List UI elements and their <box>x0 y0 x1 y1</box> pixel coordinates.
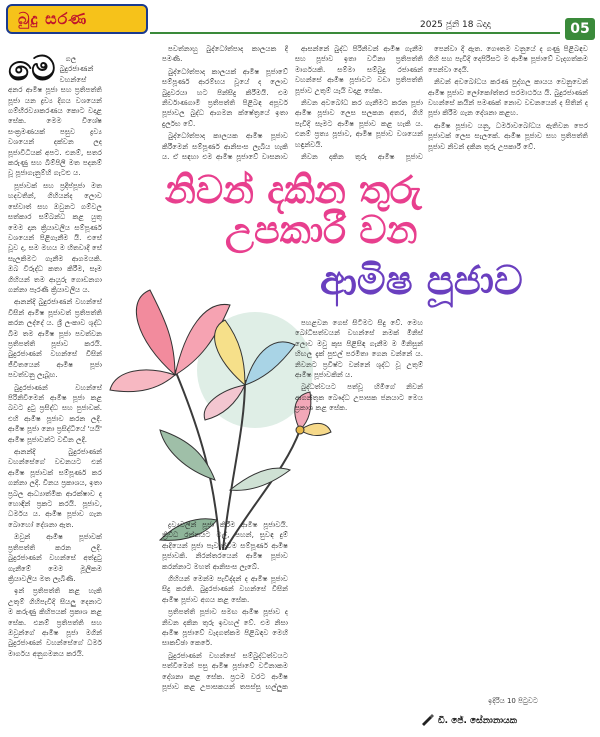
newspaper-logo <box>6 4 148 34</box>
paragraph: ගිහියන් මෙන්ම පැවිද්දන් ද ආමිෂ පූජාව සිදු කරති. බුදුරජාණන් වහන්සේ විසින් ආමිෂ පූජාව අගය කළ සේක. <box>162 574 288 604</box>
paragraph: නිවන අවබෝධ කර ගැනීමට කරන පූජා ආමිෂ පූජාව ලෙස සලකන අතර, ගිහි පැවිදි සැමට ආමිෂ පූජාව කළ හැකි ය. එනම් ප්‍රත්‍ය පූජාව, ආමිෂ පූජාව වශයෙන් හඳුන්වයි. <box>295 98 423 149</box>
article-column-6 <box>428 44 588 692</box>
article-column-3 <box>295 44 423 162</box>
page-number: 05 <box>565 18 595 40</box>
paragraph: පවත්නාහු බුද්ධෝත්පාද කාලයක දී පමණි. <box>162 44 288 64</box>
paragraph: ආසන්නේ බුද්ධ පිරිනිවන් ආමිෂ ගැනීම සහ පූජාව ඉතා වටිනා ප්‍රතිපත්ති මාර්ගයකි. සම්මා සම්බුදු රජාණන් වහන්සේ ආමිෂ පූජාවට වඩා ප්‍රතිපත්ති පූජාව උතුම් යැයි වදාළ සේක. <box>295 44 423 95</box>
paragraph: පෙන්වා දී ඇත. ගෞතම වනුයේ ද ගණු පිළිබඳව ගිහි සහ පැවිදි දෙපිරිසට ම ආමිෂ පූජාවේ වැදගත්කම පෙන්වා දෙයි. <box>428 44 588 74</box>
petal <box>136 290 175 375</box>
paragraph: පූජාවක් සහ ප්‍රදීප්පූජා මත හදවතින්, ගිහියන්ද ලොව සේවාත් සහ ඔවුනට ගම්වල සත්කාර සම්බන්ධ කළ යුතු මෙම දාන ක්‍රියාවලිය සම්පූර්ණ වශයෙන් පිළිගැනීම යි. එසේ වූව ද, සම මහය ම හිතවාදී සේ සැලකිමට ගැනීම ආගමයකි. ඔබ විරුද්ධ කතා කිරීම, සෑම ගිහියන් තම ආයුරු ගොඩනගා ගන්නා පැරණි ක්‍රියාවලිය ය. <box>8 180 102 294</box>
leaf <box>230 468 290 490</box>
paragraph: බුද්ධත්වයට පත්වූ හිමිගේ නිවන් ආගන්තුක බෞද්ධ උපාසක ජනයාට මෙය ප්‍රකාශ කළ සේක. <box>295 382 423 413</box>
paragraph: ප්‍රතිපත්ති පූජාව සමඟ ආමිෂ පූජාව ද නිවන දකින තුරු ඉවහල් වේ. එම නිසා ආමිෂ පූජාවේ වැදගත්කම පිළිබඳව මෙහි සාකච්ඡා කෙරේ. <box>162 607 288 648</box>
paragraph: බුදුරජාණන් වහන්සේ සම්බුද්ධත්වයට පත්වීමෙන් පසු ආමිෂ පූජාවේ වටිනාකම දේශනා කළ සේක. ප්‍රථම වරට ආමිෂ පූජාව කළ උපාසකයන් තපස්සු භල්ලුක <box>162 650 288 692</box>
paragraph: ආනන්දි බුදුරජාණන් වහන්සේ විසින් ආමිෂ පූජාවත් ප්‍රතිපත්ති කරන ලද්දේ ය. ශ්‍රී ලංකාව ශුද්ධ බිම තම ආමිෂ පූජා පවත්වන ප්‍රතිපත්ති පූජාව කරයි. බුදුරජාණන් වහන්සේ විසින් ජීවිතයෙන් ආමිෂ පූජා පවත්වනු ලැබූහ. <box>8 297 102 380</box>
paragraph: නිවන් අවබෝධය කරණ පුද්ගල කායය වෙනුවෙන් ආමිෂ පූජාව ලෝකෝත්තර පරමාර්ථය යි. බුදුරජාණන් වහන්සේ කයින් පමණක් නොව වචනයෙන් ද සිතින් ද පූජා කිරීම ගැන දේශනා කළහ. <box>428 77 588 118</box>
article-column-1 <box>8 54 102 694</box>
article-column-2 <box>162 44 288 162</box>
continued-note: ඉදිරිය 10 පිටුවට <box>488 697 538 705</box>
paragraph: පහළවන ගෙස් සිටිමට සිදු වේ. මෙහ බෝධිසත්වයන් වහන්සේ නමක් මිනිස් ලොව මවු කුස පිළිසිඳ ගැනීම ම මිනිසුන් හිඟල දැක් පුළුල් පරමිතා ගෙන වන්නේ ය. නිවනට ප්‍රවිෂ්ට වන්නේ ශුද්ධ වූ උතුම් ආමිෂ පූජාවකින් ය. <box>295 318 423 380</box>
paragraph: ආනන්දි බුදුරජාණන් වහන්සේගේ වචනයට එන් ආමිෂ පූජාවක් සම්පූර්ණ කර ගන්නා ලදී. විනය ප්‍රකාශය, ඉතා ප්‍රබල ආධ්‍යාත්මික ආරක්ෂාව ද හොඳින් ප්‍රකට කරයි. පූජාව, ධර්මය ය. ආමිෂ පූජාව ගැන බොහෝ දේශනා ඇත. <box>8 447 102 529</box>
paragraph: ද්‍රව්‍යවලින් පූජා කිරීම ආමිෂ පූජාවයි. ත්‍රිවිධ රත්නයට මල්, පහන්, සුවඳ දුම් ආදියෙන් පූජා පැවැත්වීම සම්පූර්ණ ආමිෂ පූජාවකි. නිරන්තරයෙන් ආමිෂ පූජාව කරන්නාට මහත් ආනිසංස ලැබේ. <box>162 520 288 571</box>
author-byline: ඩී. ජේ. සේනානායක <box>438 716 517 726</box>
issue-date: 2025 ජූනි 18 බදාදා <box>420 20 491 30</box>
paragraph: බුද්ධෝත්පාද කාලයක් ආමිෂ පූජාවේ සම්පූර්ණ ආරම්භය වූයේ ද ලොව බුදුවරයා හට පින්සිදු කිරීමයි. එම නිර්වාණගාමී ප්‍රතිපත්ති පිළිබඳ අපූර්ව පූජාවල බුද්ධ ආගමන ක්ෂේත්‍රයේ ඉතා දුර්ලභ වේ. <box>162 66 288 128</box>
paragraph: ඉන් ප්‍රතිපත්ති කළ හැකි උතුම් ගිහිපැවිදි සියලු දෙනාට ම කරුණු කිහිපයක් ප්‍රකාශ කළ සේක. එනම් ප්‍රතිපත්ති සහ ඔවුන්ගේ ආමිෂ පූජා මගින් බුදුරජාණන් වහන්සේගේ ධර්ම මාර්ගය අනුගමනය කරයි. <box>8 586 102 658</box>
headline-line-3: ආමිෂ පූජාව <box>320 258 523 304</box>
paragraph: බුදුරජාණන් වහන්සේ පිරිනිවීමෙන් ආමිෂ පූජා කළ බවට දුටු ප්‍රසිද්ධ සහ පුජාවක්. එහි ආමිෂ පූජාව කරන ලදී. ආමිෂ පූජා නො ප්‍රසිද්ධියේ 'යයි' ආමිෂ පූජාවන්ට වඩින ලදී. <box>8 382 102 444</box>
pen-icon <box>420 712 434 726</box>
article-column-4 <box>162 520 288 692</box>
dropcap: මෙ <box>8 54 56 89</box>
masthead <box>0 0 600 38</box>
paragraph: ඔවුන් ආමිෂ පූජාවක් ප්‍රතිපත්ති කරන ලදි. බුදුරජාණන් වහන්සේ අත්දුටු ගැනීමේ මෙම මූලිකම ක්‍රියාවලිය මත ලැබිණි. <box>8 532 102 583</box>
headline-line-1: නිවන් දකින තුරු <box>165 168 422 212</box>
paragraph: ගල බුදුරජාණන් වහන්සේ අනර ආමිෂ පූජා සහ ප්‍රතිපත්ති පූජා යන ද්‍රව්‍ය දිගය වශයෙන් ගම්භීරව්‍යාකරණය කොට වදාළ සේක. මෙම විශේෂ සංක්‍රමණයක් පසුව ද්‍රව්‍ය වශයෙන් දක්වන ලද පූජාවිධියක් අපට. එනම්, සතර කරුණු සහ බිම්පිලි මත පදනම් වූ පූජාගැනුම්හි ගැටළු ය. <box>8 54 102 178</box>
leaf <box>160 430 215 480</box>
header-divider <box>150 32 560 34</box>
headline-line-2: උපකාරී වන <box>225 208 418 252</box>
petal <box>110 370 175 392</box>
paragraph: නිවන දකින තුරු ආමිෂ පූජාව <box>301 152 423 162</box>
article-column-5 <box>295 318 423 692</box>
paragraph: ආමිෂ පූජාව යනු, ධර්මාවබෝධය ඇතිවන පෙර පූජාවක් ලෙස සැලකේ. ආමිෂ පූජාව සහ ප්‍රතිපත්ති පූජාව නිවන් දකින තුරු උපකාරී වේ. <box>428 120 588 151</box>
logo-text: බුදු සරණ <box>18 9 88 28</box>
paragraph: බුද්ධෝත්පාද කාලයක ආමිෂ පූජාව කිරීමෙන් සම්පූර්ණ ආනිසංස ලැබිය හැකි ය. ඒ සඳහා එම ආමිෂ පූජාවේ වාසනාව <box>162 131 288 162</box>
